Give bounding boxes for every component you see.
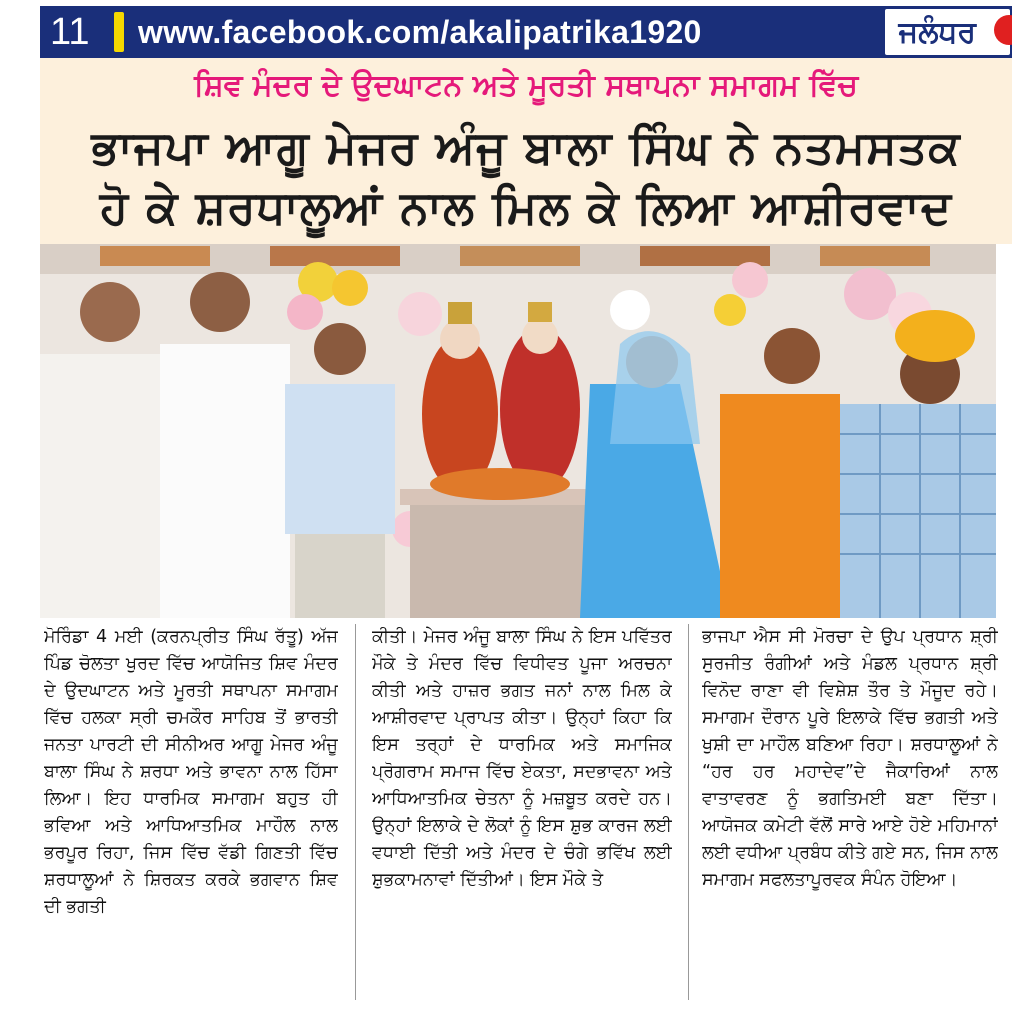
masthead-bar (40, 6, 1012, 58)
city-label-box (885, 9, 1010, 55)
page-number: 11 (50, 10, 90, 53)
red-circle-icon (994, 15, 1012, 45)
subheadline: ਸ਼ਿਵ ਮੰਦਰ ਦੇ ਉਦਘਾਟਨ ਅਤੇ ਮੂਰਤੀ ਸਥਾਪਨਾ ਸਮਾਗਮ ਵਿੱਚ (194, 68, 858, 103)
photo-illustration (40, 244, 996, 618)
headline-block (40, 58, 1012, 244)
headline-line-1: ਭਾਜਪਾ ਆਗੂ ਮੇਜਰ ਅੰਜੂ ਬਾਲਾ ਸਿੰਘ ਨੇ ਨਤਮਸਤਕ (91, 120, 961, 174)
news-photo (40, 244, 996, 618)
facebook-url: www.facebook.com/akalipatrika1920 (138, 13, 702, 50)
article-column-1: ਮੋਰਿੰਡਾ 4 ਮਈ (ਕਰਨਪ੍ਰੀਤ ਸਿੰਘ ਰੱਤੂ) ਅੱਜ ਪਿੰਡ ਚੋਲਤਾ ਖੁਰਦ ਵਿੱਚ ਆਯੋਜਿਤ ਸ਼ਿਵ ਮੰਦਰ ਦੇ ਉਦਘਾਟਨ ਅਤੇ ਮੂਰਤੀ ਸਥਾਪਨਾ ਸਮਾਗਮ ਵਿੱਚ ਹਲਕਾ ਸ੍ਰੀ ਚਮਕੌਰ ਸਾਹਿਬ ਤੋਂ ਭਾਰਤੀ ਜਨਤਾ ਪਾਰਟੀ ਦੀ ਸੀਨੀਅਰ ਆਗੂ ਮੇਜਰ ਅੰਜੂ ਬਾਲਾ ਸਿੰਘ ਨੇ ਸ਼ਰਧਾ ਅਤੇ ਭਾਵਨਾ ਨਾਲ ਹਿੱਸਾ ਲਿਆ। ਇਹ ਧਾਰਮਿਕ ਸਮਾਗਮ ਬਹੁਤ ਹੀ ਭਵਿਆ ਅਤੇ ਆਧਿਆਤਮਿਕ ਮਾਹੌਲ ਨਾਲ ਭਰਪੂਰ ਰਿਹਾ, ਜਿਸ ਵਿੱਚ ਵੱਡੀ ਗਿਣਤੀ ਵਿੱਚ ਸ਼ਰਧਾਲੂਆਂ ਨੇ ਸ਼ਿਰਕਤ ਕਰਕੇ ਭਗਵਾਨ ਸ਼ਿਵ ਦੀ ਭਗਤੀ (44, 627, 338, 917)
headline-line-2: ਹੋ ਕੇ ਸ਼ਰਧਾਲੂਆਂ ਨਾਲ ਮਿਲ ਕੇ ਲਿਆ ਆਸ਼ੀਰਵਾਦ (99, 180, 953, 234)
divider-bar (114, 12, 124, 52)
city-name: ਜਲੰਧਰ (898, 14, 976, 50)
article-column-3: ਭਾਜਪਾ ਐਸ ਸੀ ਮੋਰਚਾ ਦੇ ਉਪ ਪ੍ਰਧਾਨ ਸ਼੍ਰੀ ਸੁਰਜੀਤ ਰੰਗੀਆਂ ਅਤੇ ਮੰਡਲ ਪ੍ਰਧਾਨ ਸ਼੍ਰੀ ਵਿਨੋਦ ਰਾਣਾ ਵੀ ਵਿਸ਼ੇਸ਼ ਤੌਰ ਤੇ ਮੌਜੂਦ ਰਹੇ। ਸਮਾਗਮ ਦੌਰਾਨ ਪੂਰੇ ਇਲਾਕੇ ਵਿੱਚ ਭਗਤੀ ਅਤੇ ਖੁਸ਼ੀ ਦਾ ਮਾਹੌਲ ਬਣਿਆ ਰਿਹਾ। ਸ਼ਰਧਾਲੂਆਂ ਨੇ “ਹਰ ਹਰ ਮਹਾਦੇਵ”ਦੇ ਜੈਕਾਰਿਆਂ ਨਾਲ ਵਾਤਾਵਰਣ ਨੂੰ ਭਗਤਿਮਈ ਬਣਾ ਦਿੱਤਾ। ਆਯੋਜਕ ਕਮੇਟੀ ਵੱਲੋਂ ਸਾਰੇ ਆਏ ਹੋਏ ਮਹਿਮਾਨਾਂ ਲਈ ਵਧੀਆ ਪ੍ਰਬੰਧ ਕੀਤੇ ਗਏ ਸਨ, ਜਿਸ ਨਾਲ ਸਮਾਗਮ ਸਫਲਤਾਪੂਰਵਕ ਸੰਪੰਨ ਹੋਇਆ। (702, 627, 998, 890)
article-column-2: ਕੀਤੀ। ਮੇਜਰ ਅੰਜੂ ਬਾਲਾ ਸਿੰਘ ਨੇ ਇਸ ਪਵਿੱਤਰ ਮੌਕੇ ਤੇ ਮੰਦਰ ਵਿੱਚ ਵਿਧੀਵਤ ਪੂਜਾ ਅਰਚਨਾ ਕੀਤੀ ਅਤੇ ਹਾਜ਼ਰ ਭਗਤ ਜਨਾਂ ਨਾਲ ਮਿਲ ਕੇ ਆਸ਼ੀਰਵਾਦ ਪ੍ਰਾਪਤ ਕੀਤਾ। ਉਨ੍ਹਾਂ ਕਿਹਾ ਕਿ ਇਸ ਤਰ੍ਹਾਂ ਦੇ ਧਾਰਮਿਕ ਅਤੇ ਸਮਾਜਿਕ ਪ੍ਰੋਗਰਾਮ ਸਮਾਜ ਵਿੱਚ ਏਕਤਾ, ਸਦਭਾਵਨਾ ਅਤੇ ਆਧਿਆਤਮਿਕ ਚੇਤਨਾ ਨੂੰ ਮਜ਼ਬੂਤ ਕਰਦੇ ਹਨ। ਉਨ੍ਹਾਂ ਇਲਾਕੇ ਦੇ ਲੋਕਾਂ ਨੂੰ ਇਸ ਸ਼ੁਭ ਕਾਰਜ ਲਈ ਵਧਾਈ ਦਿੱਤੀ ਅਤੇ ਮੰਦਰ ਦੇ ਚੰਗੇ ਭਵਿੱਖ ਲਈ ਸ਼ੁਭਕਾਮਨਾਵਾਂ ਦਿੱਤੀਆਂ। ਇਸ ਮੌਕੇ ਤੇ (372, 627, 672, 890)
column-divider (688, 624, 689, 1000)
column-divider (355, 624, 356, 1000)
